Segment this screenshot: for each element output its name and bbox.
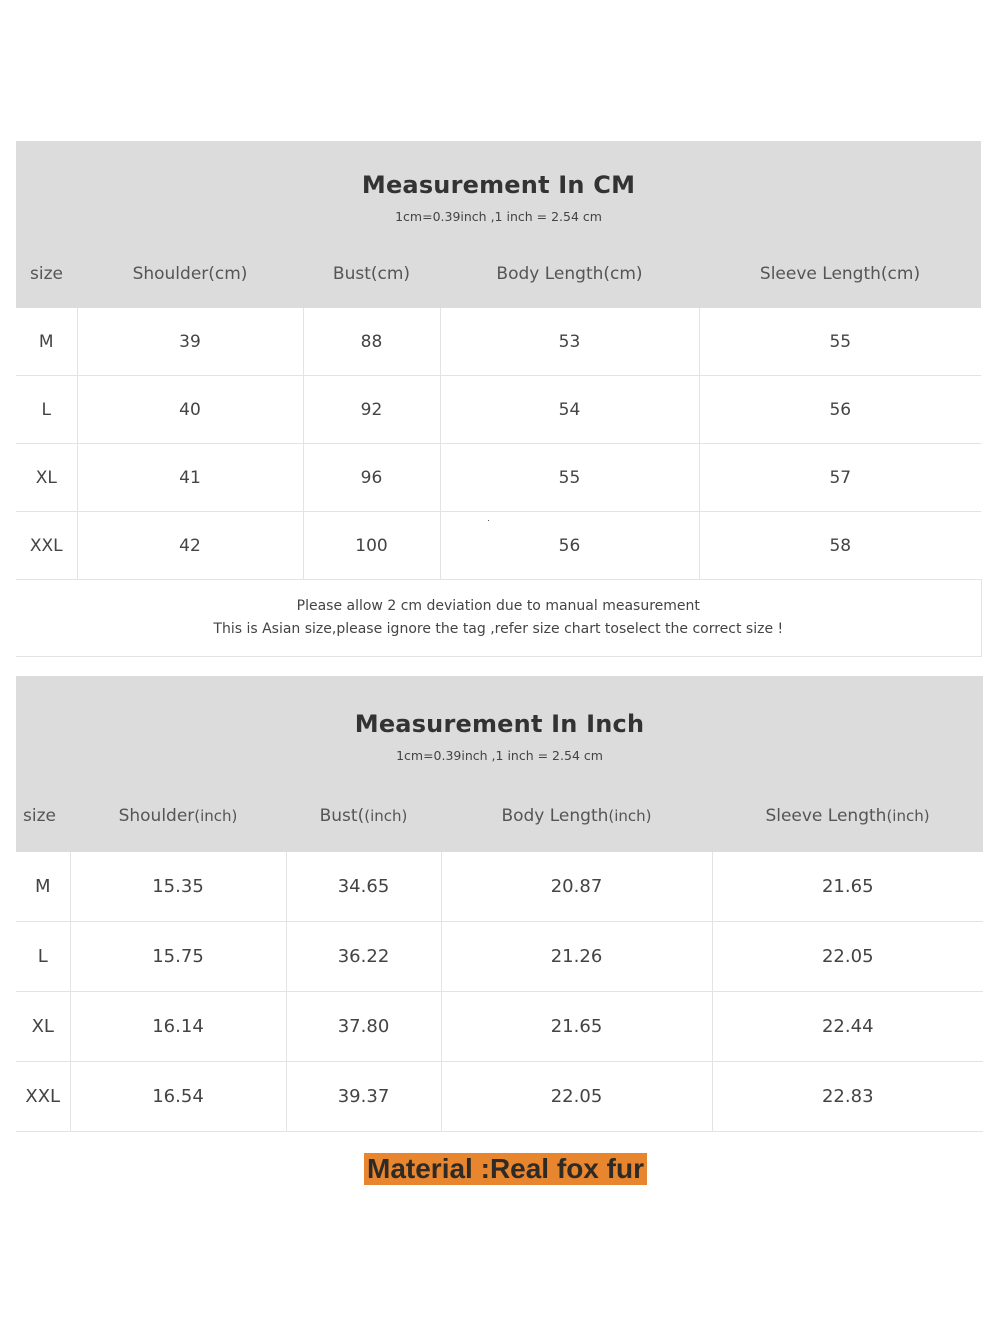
material-label: Material :Real fox fur xyxy=(364,1153,647,1185)
body-length-cell: 56 xyxy=(440,512,699,580)
body-length-cell: 21.65 xyxy=(441,992,712,1062)
size-cell: L xyxy=(16,922,70,992)
body-length-cell: 54 xyxy=(440,376,699,444)
inch-title-row xyxy=(16,676,983,780)
table-row xyxy=(16,308,981,376)
table-row xyxy=(16,512,981,580)
sleeve-length-cell: 55 xyxy=(699,308,981,376)
inch-table-title: Measurement In Inch xyxy=(354,709,645,738)
bust-cell: 37.80 xyxy=(286,992,441,1062)
shoulder-cell: 40 xyxy=(77,376,303,444)
inch-header-sleeve-length: Sleeve Length(inch) xyxy=(712,780,983,852)
bust-cell: 39.37 xyxy=(286,1062,441,1132)
sleeve-length-cell: 56 xyxy=(699,376,981,444)
shoulder-cell: 15.75 xyxy=(70,922,286,992)
inch-size-table xyxy=(16,676,983,1132)
body-length-cell: 53 xyxy=(440,308,699,376)
inch-header-row xyxy=(16,780,983,852)
cm-size-table xyxy=(16,141,982,657)
shoulder-cell: 39 xyxy=(77,308,303,376)
body-length-cell: 55 xyxy=(440,444,699,512)
table-row xyxy=(16,444,981,512)
table-row xyxy=(16,992,983,1062)
cm-note-row xyxy=(16,580,981,657)
cm-header-body-length: Body Length(cm) xyxy=(440,239,699,308)
bust-cell: 92 xyxy=(303,376,440,444)
inch-table-subtitle: 1cm=0.39inch ,1 inch = 2.54 cm xyxy=(396,747,603,763)
shoulder-cell: 16.14 xyxy=(70,992,286,1062)
bust-cell: 36.22 xyxy=(286,922,441,992)
sleeve-length-cell: 21.65 xyxy=(712,852,983,922)
table-row xyxy=(16,852,983,922)
shoulder-cell: 41 xyxy=(77,444,303,512)
size-cell: L xyxy=(16,376,77,444)
cm-table-subtitle: 1cm=0.39inch ,1 inch = 2.54 cm xyxy=(395,208,602,224)
sleeve-length-cell: 22.44 xyxy=(712,992,983,1062)
inch-header-size: size xyxy=(16,780,70,852)
inch-header-body-length: Body Length(inch) xyxy=(441,780,712,852)
body-length-cell: 22.05 xyxy=(441,1062,712,1132)
table-row xyxy=(16,922,983,992)
cm-title-row xyxy=(16,141,981,239)
table-row xyxy=(16,376,981,444)
table-row xyxy=(16,1062,983,1132)
cm-header-row xyxy=(16,239,981,308)
deviation-note: Please allow 2 cm deviation due to manual measurement xyxy=(296,598,700,614)
inch-header-bust: Bust((inch) xyxy=(286,780,441,852)
bust-cell: 34.65 xyxy=(286,852,441,922)
body-length-cell: 20.87 xyxy=(441,852,712,922)
size-cell: XXL xyxy=(16,512,77,580)
size-cell: XL xyxy=(16,992,70,1062)
inch-header-shoulder: Shoulder(inch) xyxy=(70,780,286,852)
shoulder-cell: 15.35 xyxy=(70,852,286,922)
stray-dot xyxy=(488,520,489,521)
cm-header-size: size xyxy=(16,239,77,308)
cm-header-bust: Bust(cm) xyxy=(303,239,440,308)
sleeve-length-cell: 22.83 xyxy=(712,1062,983,1132)
size-cell: XXL xyxy=(16,1062,70,1132)
size-cell: M xyxy=(16,852,70,922)
size-cell: M xyxy=(16,308,77,376)
sleeve-length-cell: 57 xyxy=(699,444,981,512)
cm-table-title: Measurement In CM xyxy=(361,170,636,199)
cm-header-shoulder: Shoulder(cm) xyxy=(77,239,303,308)
bust-cell: 100 xyxy=(303,512,440,580)
bust-cell: 96 xyxy=(303,444,440,512)
body-length-cell: 21.26 xyxy=(441,922,712,992)
bust-cell: 88 xyxy=(303,308,440,376)
sleeve-length-cell: 58 xyxy=(699,512,981,580)
sleeve-length-cell: 22.05 xyxy=(712,922,983,992)
shoulder-cell: 42 xyxy=(77,512,303,580)
asian-size-note: This is Asian size,please ignore the tag ,refer size chart toselect the correct size ! xyxy=(213,621,784,637)
size-cell: XL xyxy=(16,444,77,512)
cm-header-sleeve-length: Sleeve Length(cm) xyxy=(699,239,981,308)
shoulder-cell: 16.54 xyxy=(70,1062,286,1132)
